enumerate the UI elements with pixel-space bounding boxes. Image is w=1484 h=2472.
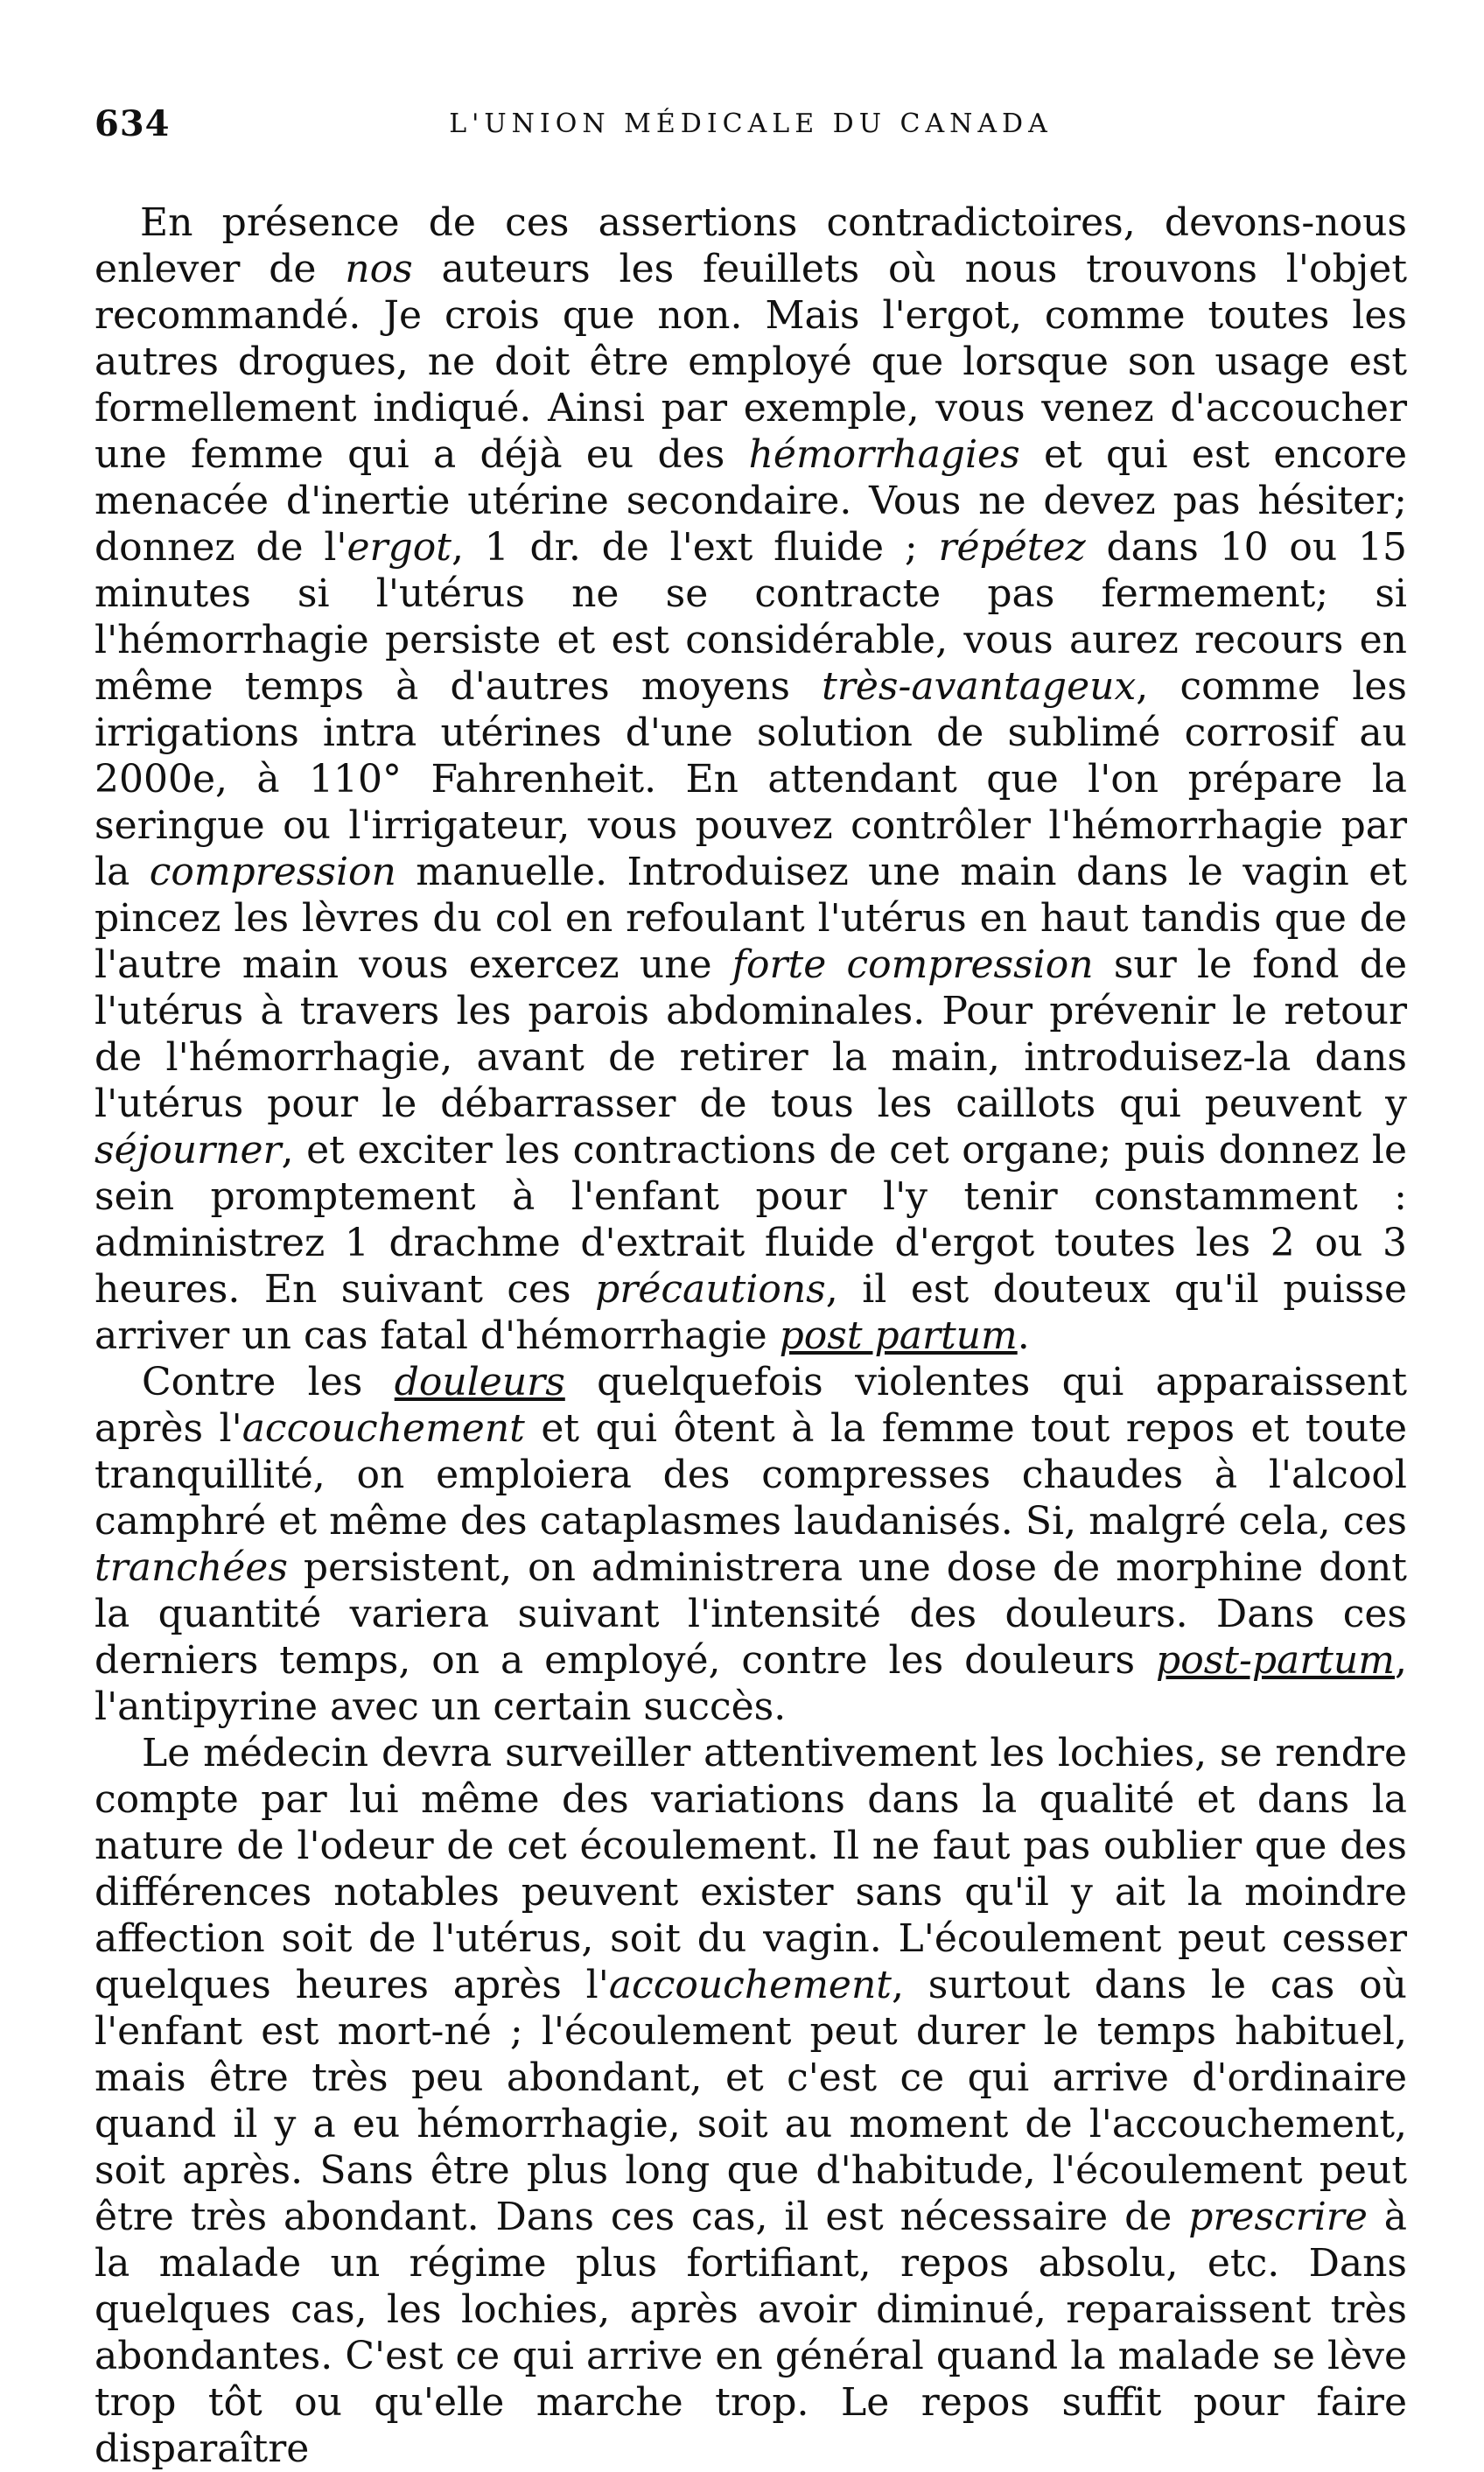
italic-segment: hémorrhagies — [748, 432, 1020, 477]
italic-segment: très-avantageux — [822, 664, 1137, 709]
page-number: 634 — [94, 103, 171, 144]
italic-segment: tranchées — [94, 1545, 288, 1590]
text-segment: , l'antipyrine avec un certain succès. — [94, 1638, 1407, 1729]
italic-segment: accouchement — [242, 1406, 525, 1451]
italic-segment: prescrire — [1188, 2195, 1368, 2239]
text-segment: , il est douteux qu'il puisse arriver un cas fatal d'hémorrhagie — [94, 1267, 1407, 1358]
italic-segment: séjourner — [94, 1128, 282, 1173]
text-segment: , 1 dr. de l'ext fluide ; — [451, 525, 939, 570]
text-segment: , et exciter les contractions de cet organe; puis donnez le sein promptement à l'enfant pour l'y tenir constamment : administrez 1 drachme d'extrait fluide d'ergot toutes les 2 ou 3 heures. En suivant ces — [94, 1128, 1407, 1312]
text-segment: persistent, on administrera une dose de morphine dont la quantité variera suivant l'intensité des douleurs. Dans ces derniers temps, on a employé, contre les douleurs — [94, 1545, 1407, 1683]
italic-segment: compression — [149, 850, 396, 894]
text-segment: , surtout dans le cas où l'enfant est mort-né ; l'écoulement peut durer le temps habituel, mais être très peu abondant, et c'est ce qui arrive d'ordinaire quand il y a eu hémorrhagie, soit au moment de l'accouchement, soit après. Sans être plus long que d'habitude, l'écoulement peut être très abondant. Dans ces cas, il est nécessaire de — [94, 1963, 1407, 2239]
paragraph-douleurs — [94, 1359, 1407, 1730]
text-segment: auteurs les feuillets où nous trouvons l'objet recommandé. Je crois que non. Mais l'ergot, comme toutes les autres drogues, ne doit être employé que lorsque son usage est formellement indiqué. Ainsi par exemple, vous venez d'accoucher une femme qui a déjà eu des — [94, 247, 1407, 477]
running-title: L'UNION MÉDICALE DU CANADA — [449, 109, 1053, 139]
italic-segment: douleurs — [394, 1360, 565, 1404]
italic-segment: nos — [345, 247, 413, 291]
italic-segment: forte compression — [732, 942, 1094, 987]
paragraph-ergot — [94, 200, 1407, 1359]
text-segment: Contre les — [142, 1360, 395, 1404]
italic-segment: accouchement — [608, 1963, 892, 2007]
italic-segment: post-partum — [1156, 1638, 1395, 1683]
text-segment: quelquefois violentes qui apparaissent après l' — [94, 1360, 1407, 1451]
text-segment: . — [1017, 1313, 1030, 1358]
paragraph-lochies — [94, 1730, 1407, 2472]
body-text — [94, 200, 1407, 2472]
text-segment: et qui ôtent à la femme tout repos et toute tranquillité, on emploiera des compresses chaudes à l'alcool camphré et même des cataplasmes laudanisés. Si, malgré cela, ces — [94, 1406, 1407, 1544]
italic-segment: répétez — [938, 525, 1086, 570]
text-segment: sur le fond de l'utérus à travers les parois abdominales. Pour prévenir le retour de l'hémorrhagie, avant de retirer la main, introduisez-la dans l'utérus pour le débarrasser de tous les caillots qui peuvent y — [94, 942, 1408, 1126]
text-segment: , comme les irrigations intra utérines d'une solution de sublimé corrosif au 2000e, à 110° Fahrenheit. En attendant que l'on prépare la seringue ou l'irrigateur, vous pouvez contrôler l'hémorrhagie par la — [94, 664, 1407, 894]
text-segment: Le médecin devra surveiller attentivement les lochies, se rendre compte par lui même des variations dans la qualité et dans la nature de l'odeur de cet écoulement. Il ne faut pas oublier que des différences notables peuvent exister sans qu'il y ait la moindre affection soit de l'utérus, soit du vagin. L'écoulement peut cesser quelques heures après l' — [94, 1731, 1407, 2007]
text-segment: En présence de ces assertions contradictoires, devons-nous enlever de — [94, 200, 1407, 291]
text-segment: à la malade un régime plus fortifiant, repos absolu, etc. Dans quelques cas, les lochies, après avoir diminué, reparaissent très abondantes. C'est ce qui arrive en général quand la malade se lève trop tôt ou qu'elle marche trop. Le repos suffit pour faire disparaître — [94, 2195, 1407, 2471]
italic-segment: post partum — [779, 1313, 1018, 1358]
text-segment: dans 10 ou 15 minutes si l'utérus ne se contracte pas fermement; si l'hémorrhagie persiste et est considérable, vous aurez recours en même temps à d'autres moyens — [94, 525, 1407, 709]
italic-segment: ergot — [346, 525, 452, 570]
text-segment: manuelle. Introduisez une main dans le vagin et pincez les lèvres du col en refoulant l'utérus en haut tandis que de l'autre main vous exercez une — [94, 850, 1407, 987]
text-segment: et qui est encore menacée d'inertie utérine secondaire. Vous ne devez pas hésiter; donnez de l' — [94, 432, 1407, 570]
italic-segment: précautions — [595, 1267, 826, 1312]
page-header — [94, 103, 1407, 156]
